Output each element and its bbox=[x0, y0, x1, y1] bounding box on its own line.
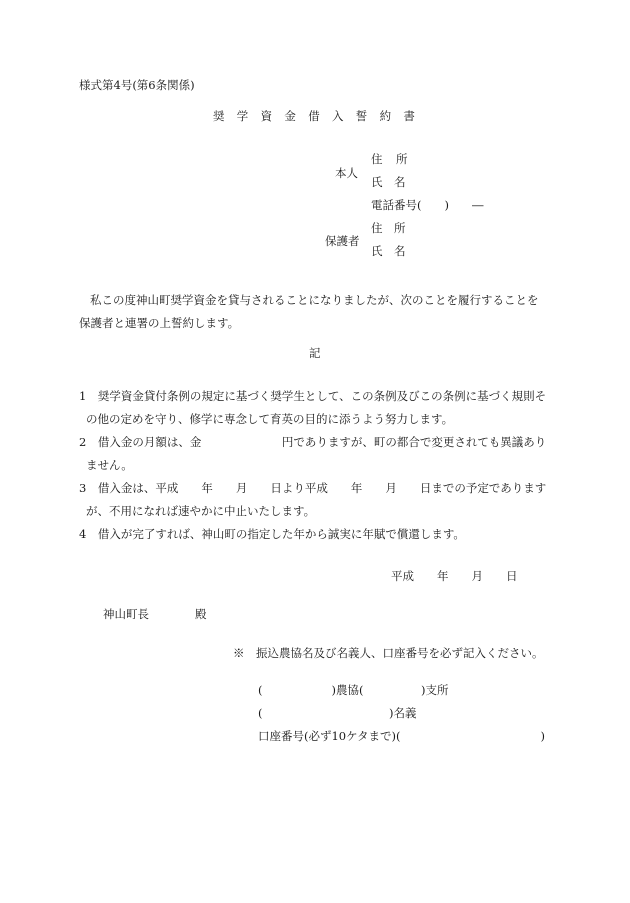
bank-branch-line: ( )農協( )支所 bbox=[258, 683, 449, 697]
item-4-line-1: 4 借入が完了すれば、神山町の指定した年から誠実に年賦で償還します。 bbox=[79, 527, 465, 541]
list-item bbox=[79, 523, 551, 546]
addressee: 神山町長 殿 bbox=[103, 607, 207, 621]
item-1-line-1: 1 奨学資金貸付条例の規定に基づく奨学生として、この条例及びこの条例に基づく規則そ bbox=[79, 389, 547, 403]
account-number-close-paren: ) bbox=[540, 729, 545, 743]
guardian-label: 保護者 bbox=[325, 234, 360, 248]
guardian-address-label: 住 所 bbox=[371, 221, 406, 235]
list-item bbox=[79, 477, 551, 523]
document-title: 奨学資金借入誓約書 bbox=[213, 109, 428, 123]
bank-note: ※ 振込農協名及び名義人、口座番号を必ず記入ください。 bbox=[233, 646, 544, 660]
list-item bbox=[79, 385, 551, 431]
item-3-line-2: が、不用になれば速やかに中止いたします。 bbox=[86, 504, 316, 518]
item-1-line-2: の他の定めを守り、修学に専念して育英の目的に添うよう努力します。 bbox=[86, 412, 454, 426]
account-number-line bbox=[258, 731, 545, 743]
guardian-name-label: 氏 名 bbox=[371, 244, 406, 258]
item-2-line-2: ません。 bbox=[86, 458, 133, 472]
borrower-address-label: 住 所 bbox=[371, 152, 409, 166]
item-3-line-1: 3 借入金は、平成 年 月 日より平成 年 月 日までの予定であります bbox=[79, 481, 547, 495]
list-item bbox=[79, 431, 551, 477]
account-number-label: 口座番号(必ず10ケタまで)( bbox=[258, 729, 401, 743]
ki-heading: 記 bbox=[309, 346, 321, 360]
pledge-paragraph bbox=[79, 289, 551, 335]
phone-number-label: 電話番号( ) ― bbox=[371, 198, 484, 212]
account-holder-line: ( )名義 bbox=[258, 706, 417, 720]
pledge-line-1: 私この度神山町奨学資金を貸与されることになりましたが、次のことを履行することを bbox=[90, 293, 539, 307]
form-number-label: 様式第4号(第6条関係) bbox=[79, 78, 195, 92]
date-line: 平成 年 月 日 bbox=[391, 569, 518, 583]
borrower-label: 本人 bbox=[335, 166, 358, 180]
item-2-line-1: 2 借入金の月額は、金 円でありますが、町の都合で変更されても異議あり bbox=[79, 435, 547, 449]
borrower-name-label: 氏 名 bbox=[371, 175, 406, 189]
pledge-line-2: 保護者と連署の上誓約します。 bbox=[79, 316, 240, 330]
